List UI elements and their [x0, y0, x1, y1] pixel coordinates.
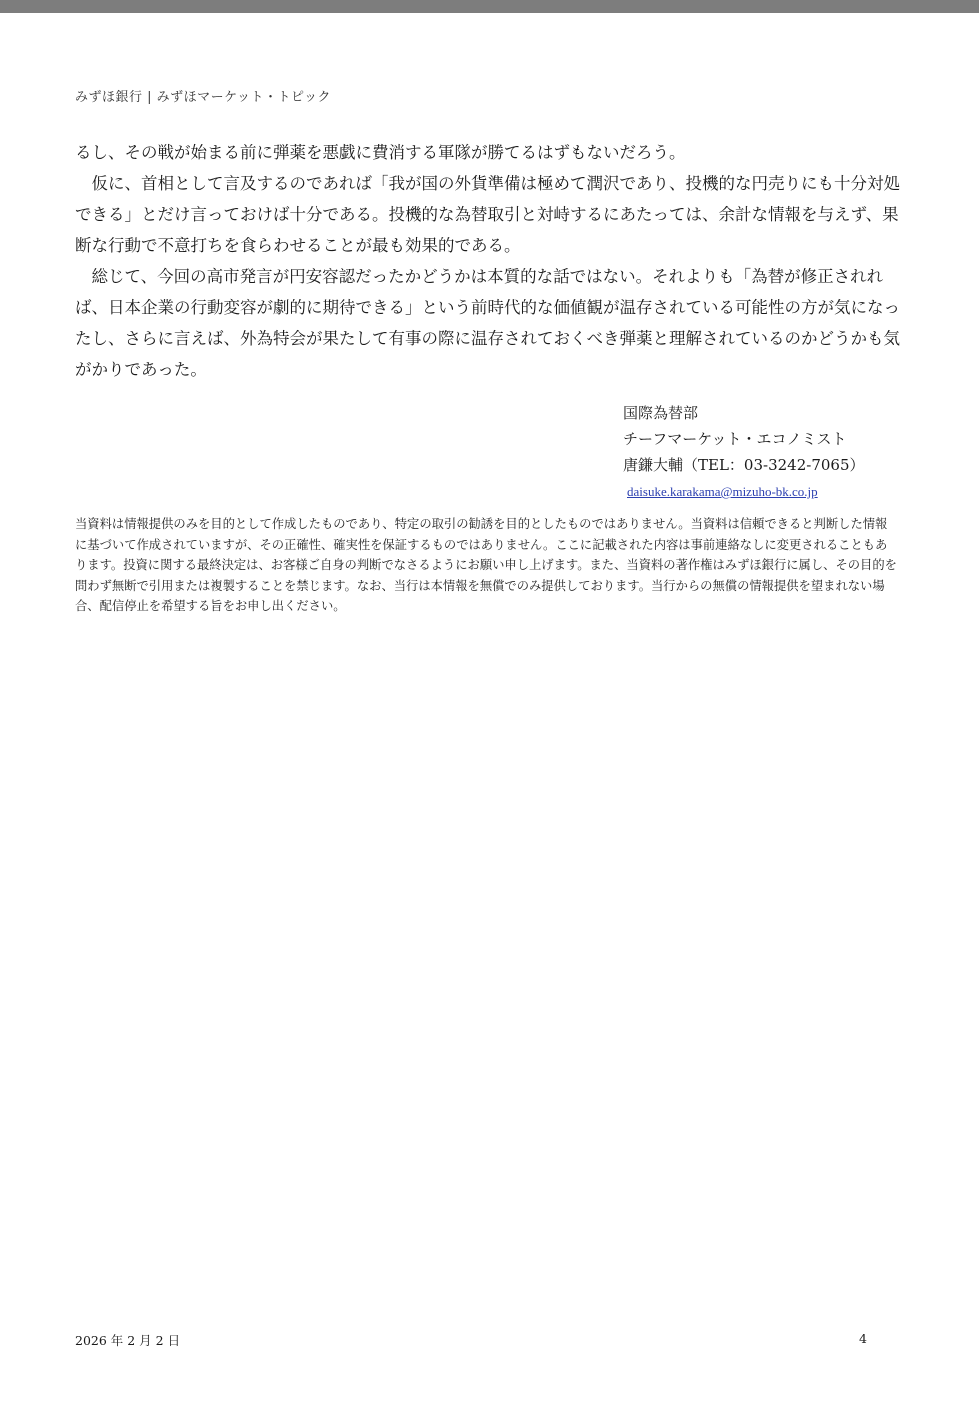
body-text	[75, 137, 905, 385]
signature-title: チーフマーケット・エコノミスト	[623, 430, 847, 448]
signature-name-tel: 唐鎌大輔（TEL：03-3242-7065）	[623, 456, 865, 474]
disclaimer: 当資料は情報提供のみを目的として作成したものであり、特定の取引の勧誘を目的としたものではありません。当資料は信頼できると判断した情報に基づいて作成されていますが、その正確性、確実性を保証するものではありません。ここに記載された内容は事前連絡なしに変更されることもあります。投資に関する最終決定は、お客様ご自身の判断でなさるようにお願い申し上げます。また、当資料の著作権はみずほ銀行に属し、その目的を問わず無断で引用または複製することを禁じます。なお、当行は本情報を無償でのみ提供しております。当行からの無償の情報提供を望まれない場合、配信停止を希望する旨をお申し出ください。	[75, 517, 897, 613]
paragraph-1: るし、その戦が始まる前に弾薬を悪戯に費消する軍隊が勝てるはずもないだろう。	[75, 143, 686, 162]
signature-department: 国際為替部	[623, 404, 699, 422]
running-header: みずほ銀行 | みずほマーケット・トピック	[75, 90, 331, 105]
signature-block	[623, 400, 865, 505]
page-number: 4	[859, 1331, 867, 1346]
email-link[interactable]: daisuke.karakama@mizuho-bk.co.jp	[627, 484, 818, 499]
paragraph-3: 総じて、今回の高市発言が円安容認だったかどうかは本質的な話ではない。それよりも「為替が修正されれば、日本企業の行動変容が劇的に期待できる」という前時代的な価値観が温存されている可能性の方が気になったし、さらに言えば、外為特会が果たして有事の際に温存されておくべき弾薬と理解されているのかどうかも気がかりであった。	[75, 267, 900, 379]
top-bar	[0, 0, 979, 13]
footer-date: 2026 年 2 月 2 日	[75, 1333, 181, 1348]
paragraph-2: 仮に、首相として言及するのであれば「我が国の外貨準備は極めて潤沢であり、投機的な円売りにも十分対処できる」とだけ言っておけば十分である。投機的な為替取引と対峙するにあたっては、余計な情報を与えず、果断な行動で不意打ちを食らわせることが最も効果的である。	[75, 174, 900, 255]
